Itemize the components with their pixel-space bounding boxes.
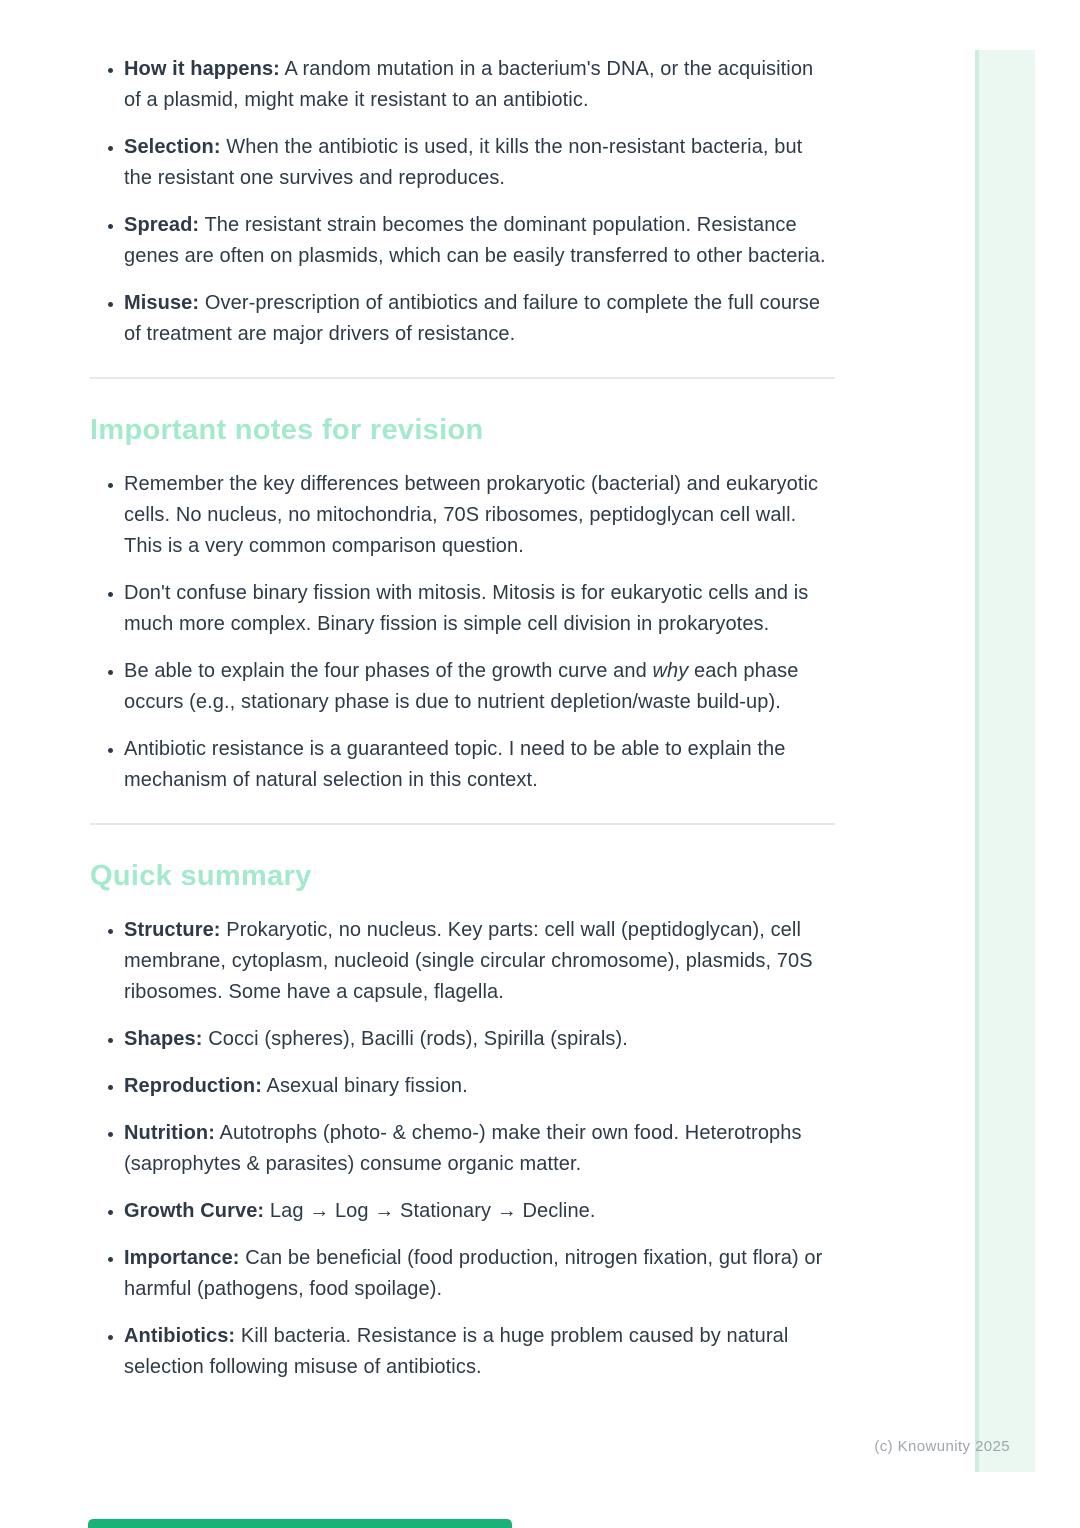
item-text: Cocci (spheres), Bacilli (rods), Spirilla (spirals). bbox=[208, 1028, 628, 1050]
item-italic-text: why bbox=[652, 660, 689, 682]
item-lead: Importance: bbox=[124, 1247, 240, 1269]
item-text: Lag → Log → Stationary → Decline. bbox=[269, 1200, 596, 1222]
list-item bbox=[124, 1321, 835, 1383]
item-text: Be able to explain the four phases of the growth curve and bbox=[124, 660, 653, 682]
item-text: Can be beneficial (food production, nitrogen fixation, gut flora) or harmful (pathogens, food spoilage). bbox=[124, 1247, 823, 1300]
item-lead: Misuse: bbox=[124, 292, 200, 314]
item-text: The resistant strain becomes the dominant population. Resistance genes are often on plasmids, which can be easily transferred to other bacteria. bbox=[124, 214, 826, 267]
antibiotic-resistance-list bbox=[90, 54, 835, 350]
item-lead: Selection: bbox=[124, 136, 221, 158]
item-lead: Shapes: bbox=[124, 1028, 203, 1050]
item-lead: Nutrition: bbox=[124, 1122, 215, 1144]
item-text: Kill bacteria. Resistance is a huge problem caused by natural selection following misuse of antibiotics. bbox=[124, 1325, 789, 1378]
list-item bbox=[124, 734, 835, 796]
item-text: Antibiotic resistance is a guaranteed topic. I need to be able to explain the mechanism of natural selection in this context. bbox=[124, 738, 786, 791]
item-text: Over-prescription of antibiotics and failure to complete the full course of treatment are major drivers of resistance. bbox=[124, 292, 821, 345]
list-item bbox=[124, 1024, 835, 1055]
item-text: Autotrophs (photo- & chemo-) make their own food. Heterotrophs (saprophytes & parasites) consume organic matter. bbox=[124, 1122, 802, 1175]
list-item bbox=[124, 1196, 835, 1227]
list-item bbox=[124, 915, 835, 1008]
list-item bbox=[124, 469, 835, 562]
list-item bbox=[124, 578, 835, 640]
item-text: Remember the key differences between prokaryotic (bacterial) and eukaryotic cells. No nucleus, no mitochondria, 70S ribosomes, peptidoglycan cell wall. This is a very common comparison question. bbox=[124, 473, 819, 557]
list-item bbox=[124, 288, 835, 350]
section-heading-revision: Important notes for revision bbox=[90, 414, 484, 446]
item-lead: Reproduction: bbox=[124, 1075, 262, 1097]
item-text: A random mutation in a bacterium's DNA, or the acquisition of a plasmid, might make it resistant to an antibiotic. bbox=[124, 58, 814, 111]
page-progress-bar bbox=[88, 1519, 512, 1528]
quick-summary-list bbox=[90, 915, 835, 1383]
list-item bbox=[124, 210, 835, 272]
section-divider bbox=[90, 377, 835, 379]
item-text: Prokaryotic, no nucleus. Key parts: cell wall (peptidoglycan), cell membrane, cytoplasm, nucleoid (single circular chromosome), plasmids, 70S ribosomes. Some have a capsule, flagella. bbox=[124, 919, 813, 1003]
list-item bbox=[124, 1243, 835, 1305]
list-item bbox=[124, 132, 835, 194]
item-text: Asexual binary fission. bbox=[266, 1075, 468, 1097]
copyright-footer: (c) Knowunity 2025 bbox=[874, 1438, 1010, 1455]
item-text: each phase occurs (e.g., stationary phase is due to nutrient depletion/waste build-up). bbox=[124, 660, 799, 713]
item-text: Don't confuse binary fission with mitosis. Mitosis is for eukaryotic cells and is much more complex. Binary fission is simple cell division in prokaryotes. bbox=[124, 582, 809, 635]
notes-page-content bbox=[90, 54, 835, 1383]
item-lead: Antibiotics: bbox=[124, 1325, 236, 1347]
list-item bbox=[124, 1071, 835, 1102]
item-text: When the antibiotic is used, it kills the non-resistant bacteria, but the resistant one survives and reproduces. bbox=[124, 136, 803, 189]
section-heading-summary: Quick summary bbox=[90, 860, 312, 892]
item-lead: Growth Curve: bbox=[124, 1200, 265, 1222]
item-lead: How it happens: bbox=[124, 58, 280, 80]
section-divider bbox=[90, 823, 835, 825]
list-item bbox=[124, 1118, 835, 1180]
item-lead: Spread: bbox=[124, 214, 200, 236]
list-item bbox=[124, 656, 835, 718]
list-item bbox=[124, 54, 835, 116]
revision-notes-list bbox=[90, 469, 835, 796]
right-margin-strip bbox=[975, 50, 1035, 1472]
item-lead: Structure: bbox=[124, 919, 221, 941]
